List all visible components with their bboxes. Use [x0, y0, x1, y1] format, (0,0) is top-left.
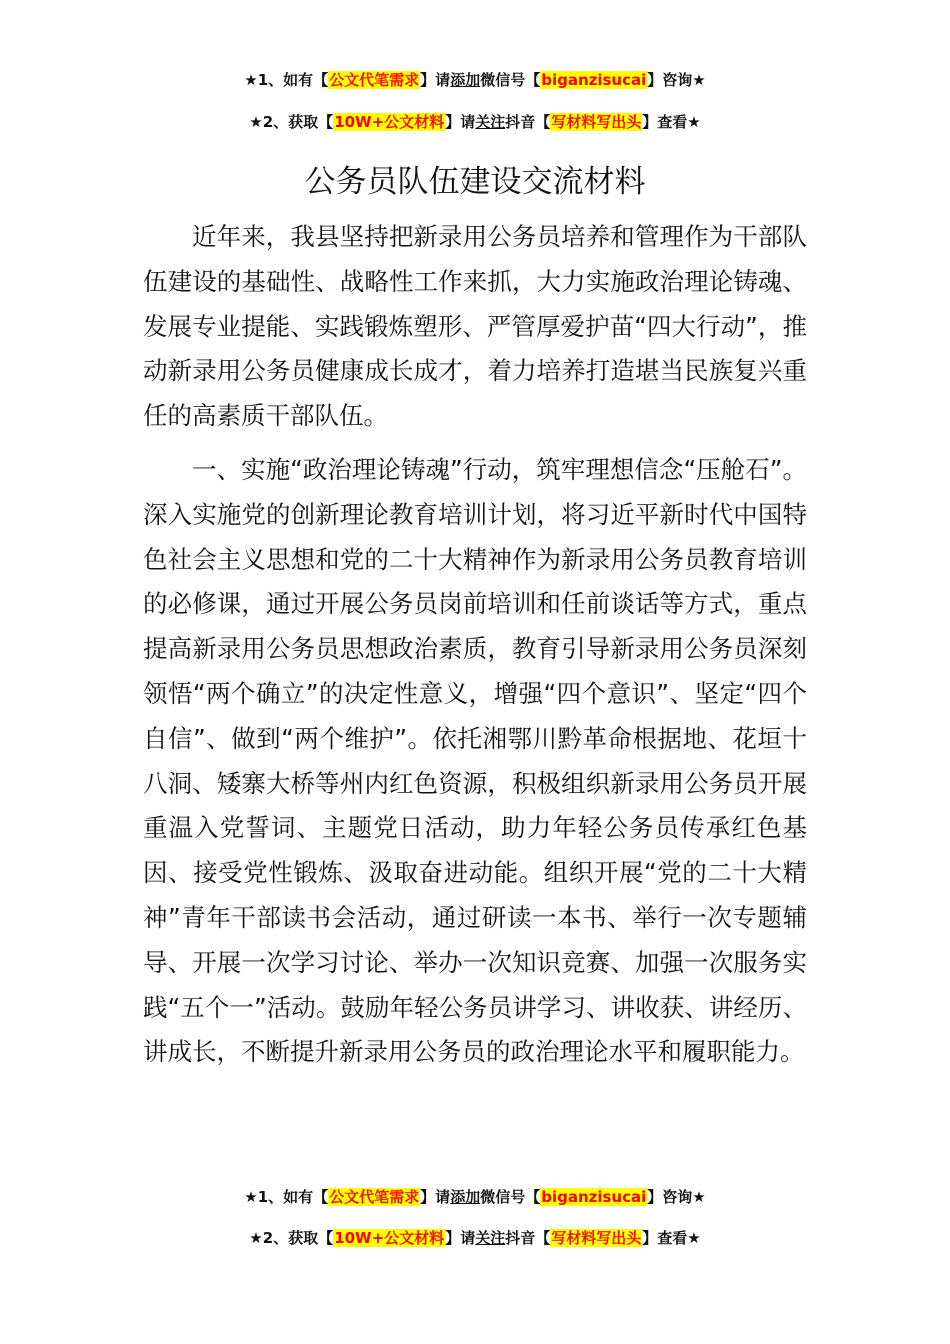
banner-text: ★2、获取【 — [249, 1229, 334, 1247]
banner-text: 】请 — [420, 1188, 451, 1206]
underlined-text: 关注 — [475, 1229, 506, 1247]
highlight-service-text: 公文代笔需求 — [329, 71, 420, 89]
footer-banner-line-2 — [0, 1227, 950, 1249]
footer-banner-line-1 — [0, 1186, 950, 1208]
header-banner-line-2 — [0, 111, 950, 133]
intro-paragraph: 近年来，我县坚持把新录用公务员培养和管理作为干部队伍建设的基础性、战略性工作来抓，大力实施政治理论铸魂、发展专业提能、实践锻炼塑形、严管厚爱护苗“四大行动”，推动新录用公务员健康成长成才，着力培养打造堪当民族复兴重任的高素质干部队伍。 — [143, 222, 807, 431]
banner-text: 微信号【 — [480, 1188, 541, 1206]
banner-text: 】查看★ — [642, 1229, 701, 1247]
underlined-text: 关注 — [475, 113, 506, 131]
highlight-materials-text: 10W+公文材料 — [334, 1229, 445, 1247]
wechat-id-highlight: biganzisucai — [541, 1188, 647, 1206]
banner-text: 】请 — [445, 1229, 476, 1247]
banner-text: 】咨询★ — [647, 71, 706, 89]
banner-text: ★2、获取【 — [249, 113, 334, 131]
banner-text: ★1、如有【 — [244, 1188, 329, 1206]
banner-text: 抖音【 — [505, 113, 551, 131]
underlined-text: 添加 — [450, 71, 481, 89]
banner-text: ★1、如有【 — [244, 71, 329, 89]
header-banner-line-1 — [0, 69, 950, 91]
banner-text: 】请 — [445, 113, 476, 131]
banner-text: 抖音【 — [505, 1229, 551, 1247]
section-one-paragraph: 一、实施“政治理论铸魂”行动，筑牢理想信念“压舱石”。深入实施党的创新理论教育培训计划，将习近平新时代中国特色社会主义思想和党的二十大精神作为新录用公务员教育培训的必修课，通过开展公务员岗前培训和任前谈话等方式，重点提高新录用公务员思想政治素质，教育引导新录用公务员深刻领悟“两个确立”的决定性意义，增强“四个意识”、坚定“四个自信”、做到“两个维护”。依托湘鄂川黔革命根据地、花垣十八洞、矮寨大桥等州内红色资源，积极组织新录用公务员开展重温入党誓词、主题党日活动，助力年轻公务员传承红色基因、接受党性锻炼、汲取奋进动能。组织开展“党的二十大精神”青年干部读书会活动，通过研读一本书、举行一次专题辅导、开展一次学习讨论、举办一次知识竞赛、加强一次服务实践“五个一”活动。鼓励年轻公务员讲学习、讲收获、讲经历、讲成长，不断提升新录用公务员的政治理论水平和履职能力。 — [143, 455, 807, 1067]
document-title: 公务员队伍建设交流材料 — [304, 164, 646, 200]
douyin-account-highlight: 写材料写出头 — [551, 1229, 642, 1247]
douyin-account-highlight: 写材料写出头 — [551, 113, 642, 131]
banner-text: 】咨询★ — [647, 1188, 706, 1206]
banner-text: 微信号【 — [480, 71, 541, 89]
underlined-text: 添加 — [450, 1188, 481, 1206]
banner-text: 】请 — [420, 71, 451, 89]
wechat-id-highlight: biganzisucai — [541, 71, 647, 89]
banner-text: 】查看★ — [642, 113, 701, 131]
highlight-service-text: 公文代笔需求 — [329, 1188, 420, 1206]
highlight-materials-text: 10W+公文材料 — [334, 113, 445, 131]
